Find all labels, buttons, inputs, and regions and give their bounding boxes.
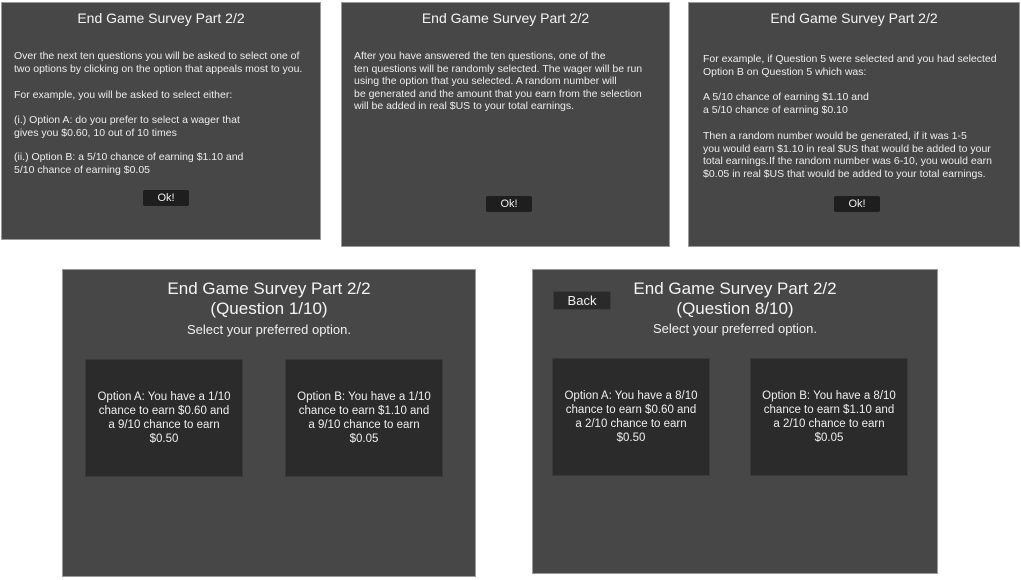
option-a-button[interactable]: Option A: You have a 1/10 chance to earn $0.60 and a 9/10 chance to earn $0.50 [85,359,243,477]
panel-title: End Game Survey Part 2/2 [421,10,590,26]
back-button[interactable]: Back [553,291,611,310]
panel-title: End Game Survey Part 2/2 [770,10,938,26]
instruction-subtitle: Select your preferred option. [652,321,818,336]
ok-button[interactable]: Ok! [486,196,532,212]
option-b-description: (ii.) Option B: a 5/10 chance of earning $1.10 and 5/10 chance of earning $0.05 [14,151,244,176]
option-b-button[interactable]: Option B: You have a 1/10 chance to earn $1.10 and a 9/10 chance to earn $0.05 [285,359,443,477]
ok-button[interactable]: Ok! [143,190,189,206]
example-intro-text: For example, if Question 5 were selected and you had selected Option B on Question 5 which was: [703,53,997,78]
question-8-panel [532,269,938,574]
example-text: For example, you will be asked to select either: [14,89,233,101]
option-a-description: (i.) Option A: do you prefer to select a wager that gives you $0.60, 10 out of 10 times [14,114,240,139]
instructions-text: Over the next ten questions you will be asked to select one of two options by clicking on the option that appeals most to you. [14,50,303,75]
option-a-button[interactable]: Option A: You have a 8/10 chance to earn $0.60 and a 2/10 chance to earn $0.50 [552,358,710,476]
panel-title: End Game Survey Part 2/2 [167,279,371,298]
ok-button[interactable]: Ok! [834,196,880,212]
example-option-text: A 5/10 chance of earning $1.10 and a 5/10 chance of earning $0.10 [703,91,869,116]
wager-explanation-panel [341,2,670,247]
instruction-subtitle: Select your preferred option. [186,322,352,337]
wager-explanation-text: After you have answered the ten questions, one of the ten questions will be randomly selected. The wager will be run using the option that you selected. A random number will be generated and the amount that you earn from the selection will be added in real $US to your total earnings. [354,50,643,113]
example-panel [688,2,1020,247]
question-counter: (Question 1/10) [210,299,328,318]
question-1-panel [62,269,476,577]
example-outcome-text: Then a random number would be generated, if it was 1-5 you would earn $1.10 in real $US that would be added to your total earnings.If the random number was 6-10, you would earn $0.05 in real $US that would be added to your total earnings. [703,130,992,180]
panel-title: End Game Survey Part 2/2 [633,279,837,298]
option-b-button[interactable]: Option B: You have a 8/10 chance to earn $1.10 and a 2/10 chance to earn $0.05 [750,358,908,476]
panel-title: End Game Survey Part 2/2 [77,10,245,26]
intro-panel [1,2,321,240]
question-counter: (Question 8/10) [676,299,794,318]
